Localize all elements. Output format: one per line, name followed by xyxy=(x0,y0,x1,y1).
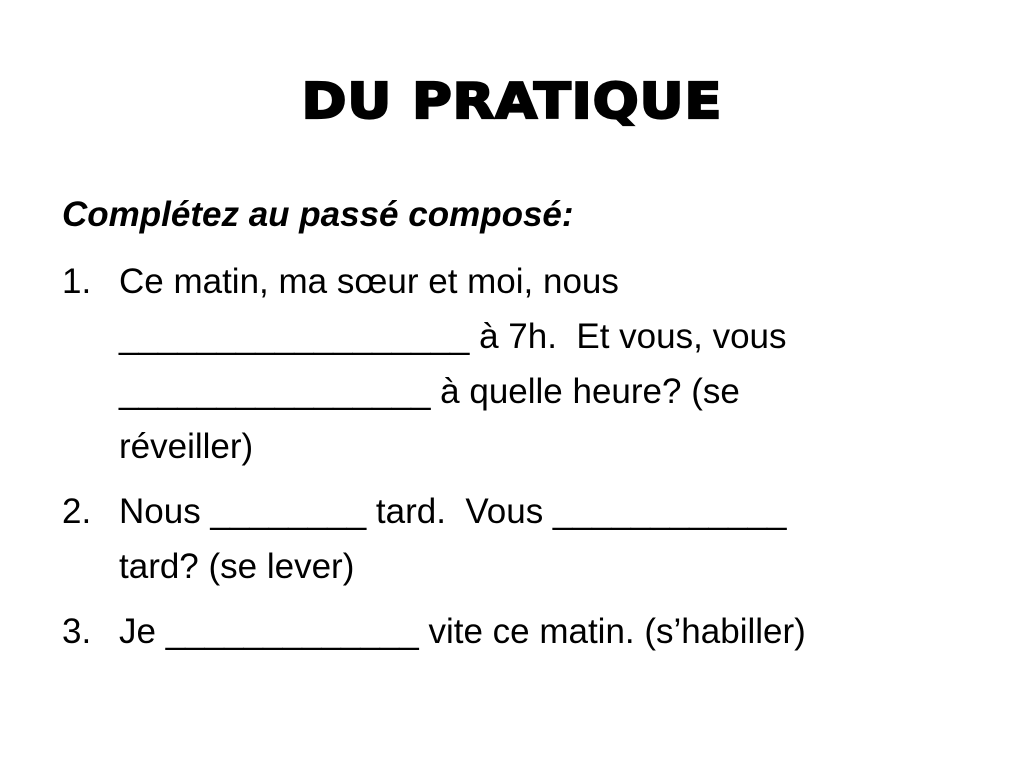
exercise-line: Je _____________ vite ce matin. (s’habiller) xyxy=(119,612,806,651)
exercise-number: 1. xyxy=(62,262,92,301)
exercise-line: Nous ________ tard. Vous ____________ xyxy=(119,492,787,531)
exercise-line: réveiller) xyxy=(119,427,254,466)
exercise-text xyxy=(119,254,949,474)
exercise-text xyxy=(119,604,949,659)
slide-title: DU PRATIQUE xyxy=(301,73,723,130)
instruction-text: Complétez au passé composé: xyxy=(62,195,574,234)
exercise-number: 2. xyxy=(62,492,92,531)
exercise-line: ________________ à quelle heure? (se xyxy=(119,372,740,411)
exercise-number: 3. xyxy=(62,612,92,651)
exercise-line: Ce matin, ma sœur et moi, nous xyxy=(119,262,619,301)
exercise-line: __________________ à 7h. Et vous, vous xyxy=(119,317,787,356)
exercise-text xyxy=(119,484,949,594)
exercise-line: tard? (se lever) xyxy=(119,547,355,586)
